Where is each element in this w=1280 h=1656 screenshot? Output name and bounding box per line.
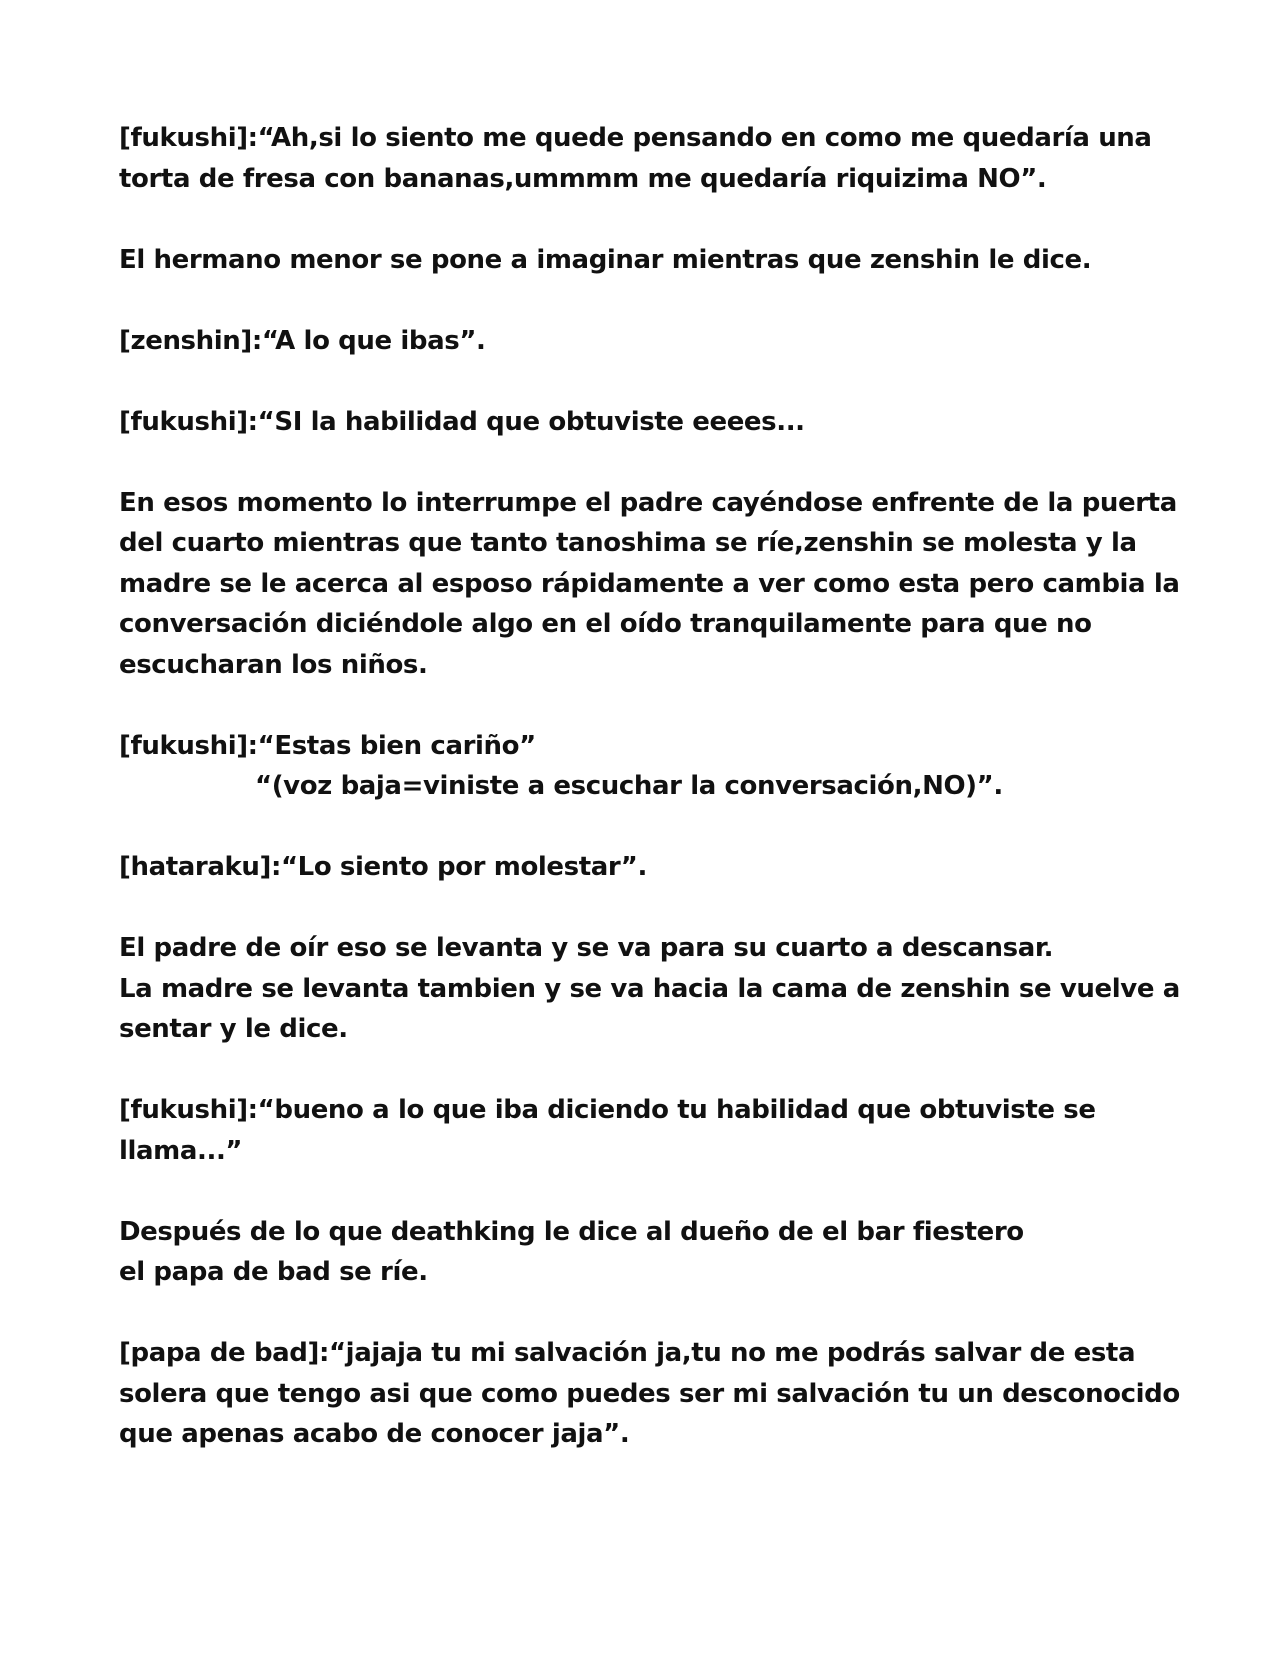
paragraph-fukushi-dialogue-4: [119, 1090, 1179, 1171]
paragraph-papa-de-bad-dialogue: [119, 1333, 1179, 1455]
text-line: conversación diciéndole algo en el oído tranquilamente para que no: [119, 609, 1092, 639]
text-line: el papa de bad se ríe.: [119, 1257, 428, 1287]
text-line: El hermano menor se pone a imaginar mientras que zenshin le dice.: [119, 244, 1092, 275]
text-line: [papa de bad]:“jajaja tu mi salvación ja,tu no me podrás salvar de esta: [119, 1338, 1136, 1368]
text-line: Después de lo que deathking le dice al dueño de el bar fiestero: [119, 1216, 1024, 1247]
paragraph-fukushi-dialogue-1: [119, 118, 1179, 199]
text-line: del cuarto mientras que tanto tanoshima se ríe,zenshin se molesta y la: [119, 528, 1137, 558]
text-line: escucharan los niños.: [119, 649, 428, 680]
paragraph-narration-2: [119, 483, 1179, 686]
text-line: [hataraku]:“Lo siento por molestar”.: [119, 852, 647, 882]
paragraph-fukushi-dialogue-2: [119, 402, 1179, 443]
paragraph-zenshin-dialogue: [119, 321, 1179, 362]
text-line: llama...”: [119, 1135, 243, 1166]
text-line: [fukushi]:“bueno a lo que iba diciendo tu habilidad que obtuviste se: [119, 1095, 1096, 1125]
text-line: madre se le acerca al esposo rápidamente a ver como esta pero cambia la: [119, 568, 1180, 599]
text-line: El padre de oír eso se levanta y se va para su cuarto a descansar.: [119, 933, 1054, 963]
text-line: [zenshin]:“A lo que ibas”.: [119, 325, 486, 356]
paragraph-narration-3: [119, 928, 1179, 1050]
text-line: sentar y le dice.: [119, 1014, 348, 1044]
paragraph-narration-4: [119, 1212, 1179, 1293]
text-line: torta de fresa con bananas,ummmm me quedaría riquizima NO”.: [119, 163, 1047, 194]
document-body: [119, 118, 1179, 1495]
text-line: [fukushi]:“Ah,si lo siento me quede pensando en como me quedaría una: [119, 123, 1152, 153]
paragraph-hataraku-dialogue: [119, 847, 1179, 888]
text-line: En esos momento lo interrumpe el padre cayéndose enfrente de la puerta: [119, 487, 1177, 518]
paragraph-fukushi-dialogue-3: [119, 726, 1179, 807]
text-line: [fukushi]:“Estas bien cariño”: [119, 730, 536, 761]
text-line-indented: “(voz baja=viniste a escuchar la conversación,NO)”.: [255, 771, 1003, 801]
text-line: que apenas acabo de conocer jaja”.: [119, 1419, 630, 1449]
text-line: solera que tengo asi que como puedes ser mi salvación tu un desconocido: [119, 1378, 1180, 1409]
text-line: [fukushi]:“SI la habilidad que obtuviste eeees...: [119, 406, 805, 437]
paragraph-narration-1: [119, 240, 1179, 281]
text-line: La madre se levanta tambien y se va hacia la cama de zenshin se vuelve a: [119, 973, 1180, 1004]
